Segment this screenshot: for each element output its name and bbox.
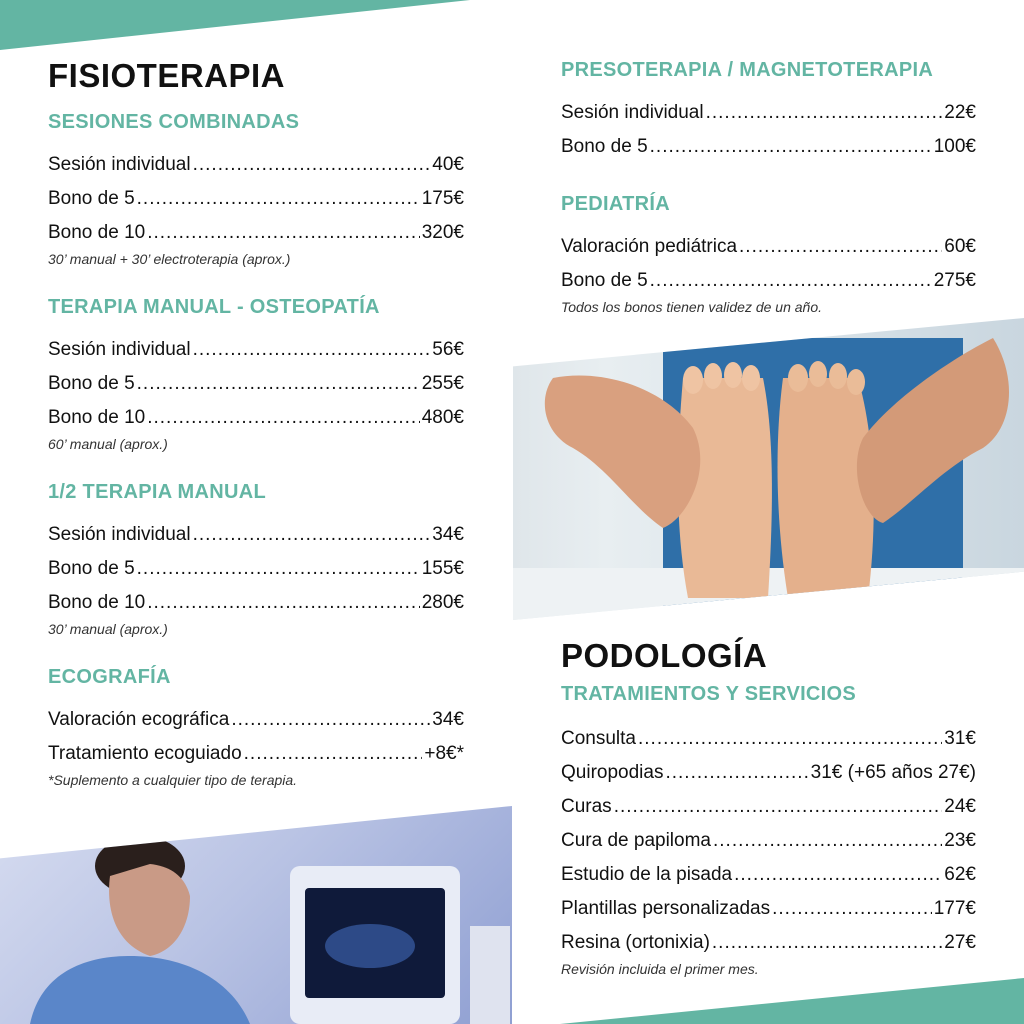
- item-label: Bono de 5: [561, 270, 648, 291]
- price-row: [48, 216, 464, 250]
- item-price: 155€: [421, 558, 464, 579]
- dot-leader: [137, 552, 420, 586]
- item-label: Plantillas personalizadas: [561, 898, 771, 919]
- dot-leader: [231, 703, 430, 737]
- price-row: [561, 756, 976, 790]
- item-price: +8€*: [424, 743, 464, 764]
- section-title: PEDIATRÍA: [561, 193, 670, 215]
- top-accent-band: [0, 0, 470, 50]
- dot-leader: [147, 586, 420, 620]
- item-label: Estudio de la pisada: [561, 864, 733, 885]
- price-row: [48, 737, 464, 771]
- item-price: 60€: [944, 236, 976, 257]
- item-price: 24€: [944, 796, 976, 817]
- dot-leader: [734, 858, 942, 892]
- item-label: Valoración ecográfica: [48, 709, 230, 730]
- section-note: 30’ manual + 30’ electroterapia (aprox.): [48, 251, 291, 267]
- price-row: [561, 130, 976, 164]
- feet-illustration: [513, 318, 1024, 620]
- price-row: [561, 858, 976, 892]
- item-price: 31€: [944, 728, 976, 749]
- item-price: 100€: [933, 136, 976, 157]
- dot-leader: [244, 737, 423, 771]
- item-label: Sesión individual: [48, 524, 191, 545]
- price-row: [561, 96, 976, 130]
- dot-leader: [739, 230, 942, 264]
- item-price: 23€: [944, 830, 976, 851]
- dot-leader: [614, 790, 943, 824]
- section-title: TERAPIA MANUAL - OSTEOPATÍA: [48, 296, 380, 318]
- item-price: 27€: [944, 932, 976, 953]
- dot-leader: [147, 216, 420, 250]
- item-label: Resina (ortonixia): [561, 932, 710, 953]
- price-row: [561, 230, 976, 264]
- price-row: [561, 892, 976, 926]
- section-note: Todos los bonos tienen validez de un año.: [561, 299, 823, 315]
- item-label: Quiropodias: [561, 762, 664, 783]
- item-price: 31€ (+65 años 27€): [810, 762, 976, 783]
- item-price: 34€: [432, 524, 464, 545]
- item-price: 34€: [432, 709, 464, 730]
- item-price: 40€: [432, 154, 464, 175]
- section-title: TRATAMIENTOS Y SERVICIOS: [561, 683, 857, 705]
- ultrasound-photo: [0, 806, 512, 1024]
- section-note: 30’ manual (aprox.): [48, 621, 168, 637]
- section-note: *Suplemento a cualquier tipo de terapia.: [48, 772, 298, 788]
- dot-leader: [193, 148, 431, 182]
- fisioterapia-column: [48, 56, 464, 789]
- section-pediatria: [561, 192, 976, 316]
- dot-leader: [137, 367, 420, 401]
- section-title: SESIONES COMBINADAS: [48, 111, 300, 133]
- item-label: Sesión individual: [48, 154, 191, 175]
- dot-leader: [713, 824, 942, 858]
- item-label: Sesión individual: [48, 339, 191, 360]
- section-presoterapia-magnetoterapia: [561, 58, 976, 164]
- bottom-accent-band: [560, 978, 1024, 1024]
- fisioterapia-title: FISIOTERAPIA: [48, 57, 286, 94]
- item-price: 62€: [944, 864, 976, 885]
- price-row: [48, 333, 464, 367]
- item-label: Consulta: [561, 728, 636, 749]
- item-price: 275€: [933, 270, 976, 291]
- section-terapia-manual-osteopatia: [48, 295, 464, 453]
- feet-treatment-photo: [513, 318, 1024, 620]
- dot-leader: [193, 333, 431, 367]
- item-label: Bono de 5: [48, 558, 135, 579]
- item-price: 255€: [421, 373, 464, 394]
- item-label: Bono de 10: [48, 407, 146, 428]
- price-row: [561, 264, 976, 298]
- item-label: Valoración pediátrica: [561, 236, 738, 257]
- item-price: 175€: [421, 188, 464, 209]
- item-label: Tratamiento ecoguiado: [48, 743, 242, 764]
- dot-leader: [137, 182, 420, 216]
- dot-leader: [193, 518, 431, 552]
- section-title: PRESOTERAPIA / MAGNETOTERAPIA: [561, 59, 934, 81]
- ultrasound-illustration: [0, 806, 512, 1024]
- section-media-terapia-manual: [48, 480, 464, 638]
- price-row: [561, 926, 976, 960]
- price-row: [561, 722, 976, 756]
- section-title: 1/2 TERAPIA MANUAL: [48, 481, 267, 503]
- item-label: Bono de 5: [48, 188, 135, 209]
- dot-leader: [706, 96, 943, 130]
- item-label: Curas: [561, 796, 612, 817]
- item-label: Bono de 5: [561, 136, 648, 157]
- price-row: [48, 518, 464, 552]
- item-price: 177€: [933, 898, 976, 919]
- item-label: Sesión individual: [561, 102, 704, 123]
- item-price: 280€: [421, 592, 464, 613]
- price-row: [48, 401, 464, 435]
- item-price: 480€: [421, 407, 464, 428]
- right-column-top: [561, 56, 976, 316]
- dot-leader: [638, 722, 942, 756]
- item-price: 56€: [432, 339, 464, 360]
- price-row: [48, 552, 464, 586]
- dot-leader: [712, 926, 942, 960]
- section-sesiones-combinadas: [48, 110, 464, 268]
- price-row: [48, 367, 464, 401]
- section-note: Revisión incluida el primer mes.: [561, 961, 759, 977]
- item-label: Cura de papiloma: [561, 830, 711, 851]
- dot-leader: [665, 756, 808, 790]
- section-note: 60’ manual (aprox.): [48, 436, 168, 452]
- section-ecografia: [48, 665, 464, 789]
- dot-leader: [147, 401, 420, 435]
- item-label: Bono de 10: [48, 222, 146, 243]
- podologia-title: PODOLOGÍA: [561, 637, 768, 674]
- section-title: ECOGRAFÍA: [48, 666, 171, 688]
- dot-leader: [772, 892, 932, 926]
- price-row: [48, 586, 464, 620]
- price-row: [48, 182, 464, 216]
- price-row: [561, 824, 976, 858]
- dot-leader: [650, 264, 932, 298]
- podologia-column: [561, 636, 976, 978]
- item-price: 22€: [944, 102, 976, 123]
- item-label: Bono de 5: [48, 373, 135, 394]
- price-row: [48, 148, 464, 182]
- price-row: [48, 703, 464, 737]
- item-price: 320€: [421, 222, 464, 243]
- item-label: Bono de 10: [48, 592, 146, 613]
- dot-leader: [650, 130, 932, 164]
- price-row: [561, 790, 976, 824]
